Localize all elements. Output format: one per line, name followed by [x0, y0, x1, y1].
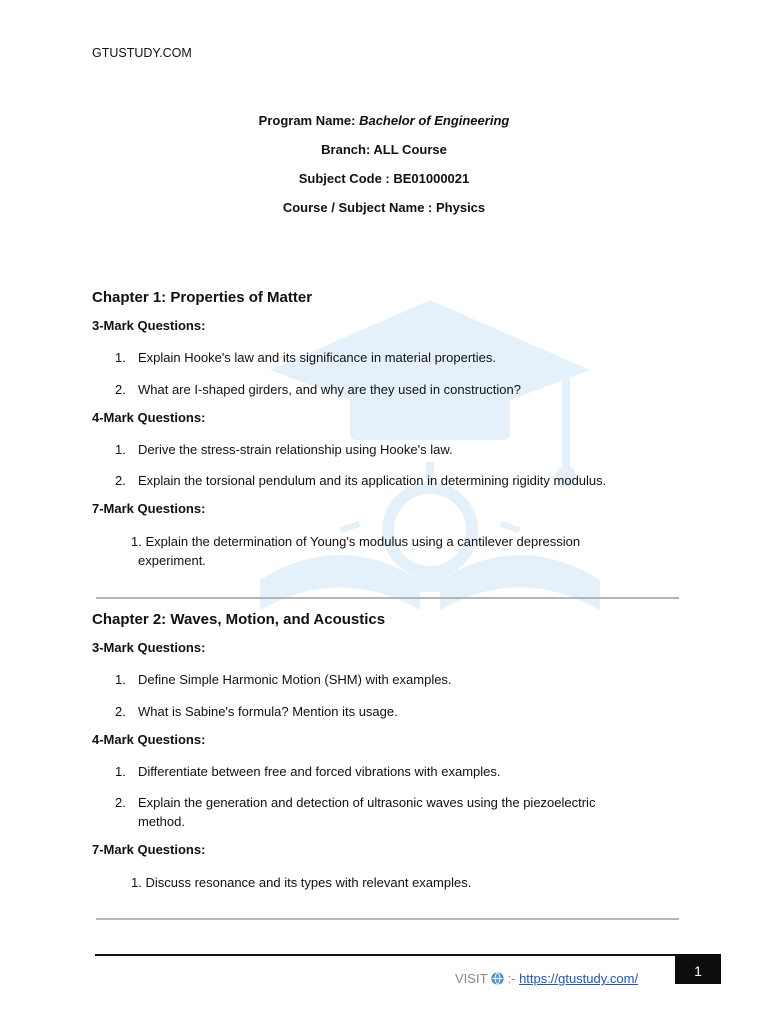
site-header: GTUSTUDY.COM: [92, 46, 192, 60]
question-heading: 3-Mark Questions:: [92, 318, 206, 333]
subject-name-line: Course / Subject Name : Physics: [282, 200, 486, 215]
visit-separator: :-: [507, 971, 520, 986]
visit-label: VISIT: [455, 971, 491, 986]
program-name: Program Name: Bachelor of Engineering: [258, 113, 510, 128]
question-heading: 4-Mark Questions:: [92, 410, 206, 425]
question-heading: 7-Mark Questions:: [92, 842, 206, 857]
chapter-title: Chapter 2: Waves, Motion, and Acoustics: [92, 611, 386, 628]
question-heading: 4-Mark Questions:: [92, 732, 206, 747]
question-heading: 3-Mark Questions:: [92, 640, 206, 655]
section-divider: [96, 918, 679, 920]
footer-visit: [455, 971, 638, 986]
section-divider: [96, 597, 679, 599]
question-heading: 7-Mark Questions:: [92, 501, 206, 516]
gtustudy-link[interactable]: https://gtustudy.com/: [519, 971, 639, 986]
subject-code-line: Subject Code : BE01000021: [298, 171, 470, 186]
chapter-title: Chapter 1: Properties of Matter: [92, 289, 313, 306]
footer-rule: [95, 954, 680, 956]
document-page: GTUSTUDY.COM Program Name: Bachelor of Engineering Branch: ALL Course Subject Code : BE01000021 Course / Subject Name : Physics Chapter 1: Properties of Matter 3-Mark Questions: 1. Explain Hooke's law and its significance in material properties. 2. What are I-shaped girders, and why are they used in construction? 4-Mark Questions: 1. Derive the stress-strain relationship using Hooke's law. 2. Explain the torsional pendulum and its application in determining rigidity modulus. 7-Mark Questions: 1. Explain the determination of Young's modulus using a cantilever depression experiment. Chapter 2: Waves, Motion, and Acoustics 3-Mark Questions: 1. Define Simple Harmonic Motion (SHM) with examples. 2. What is Sabine's formula? Mention its usage. 4-Mark Questions: 1. Differentiate between free and forced vibrations with examples. 2. Explain the generation and detection of ultrasonic waves using the piezoelectric method. 7-Mark Questions: 1. Discuss resonance and its types with relevant examples. VISIT :- https://gtustudy.com/ 1: [0, 0, 768, 1024]
branch-line: Branch: ALL Course: [321, 142, 447, 157]
page-number: 1: [675, 954, 721, 984]
globe-icon: [491, 972, 504, 985]
